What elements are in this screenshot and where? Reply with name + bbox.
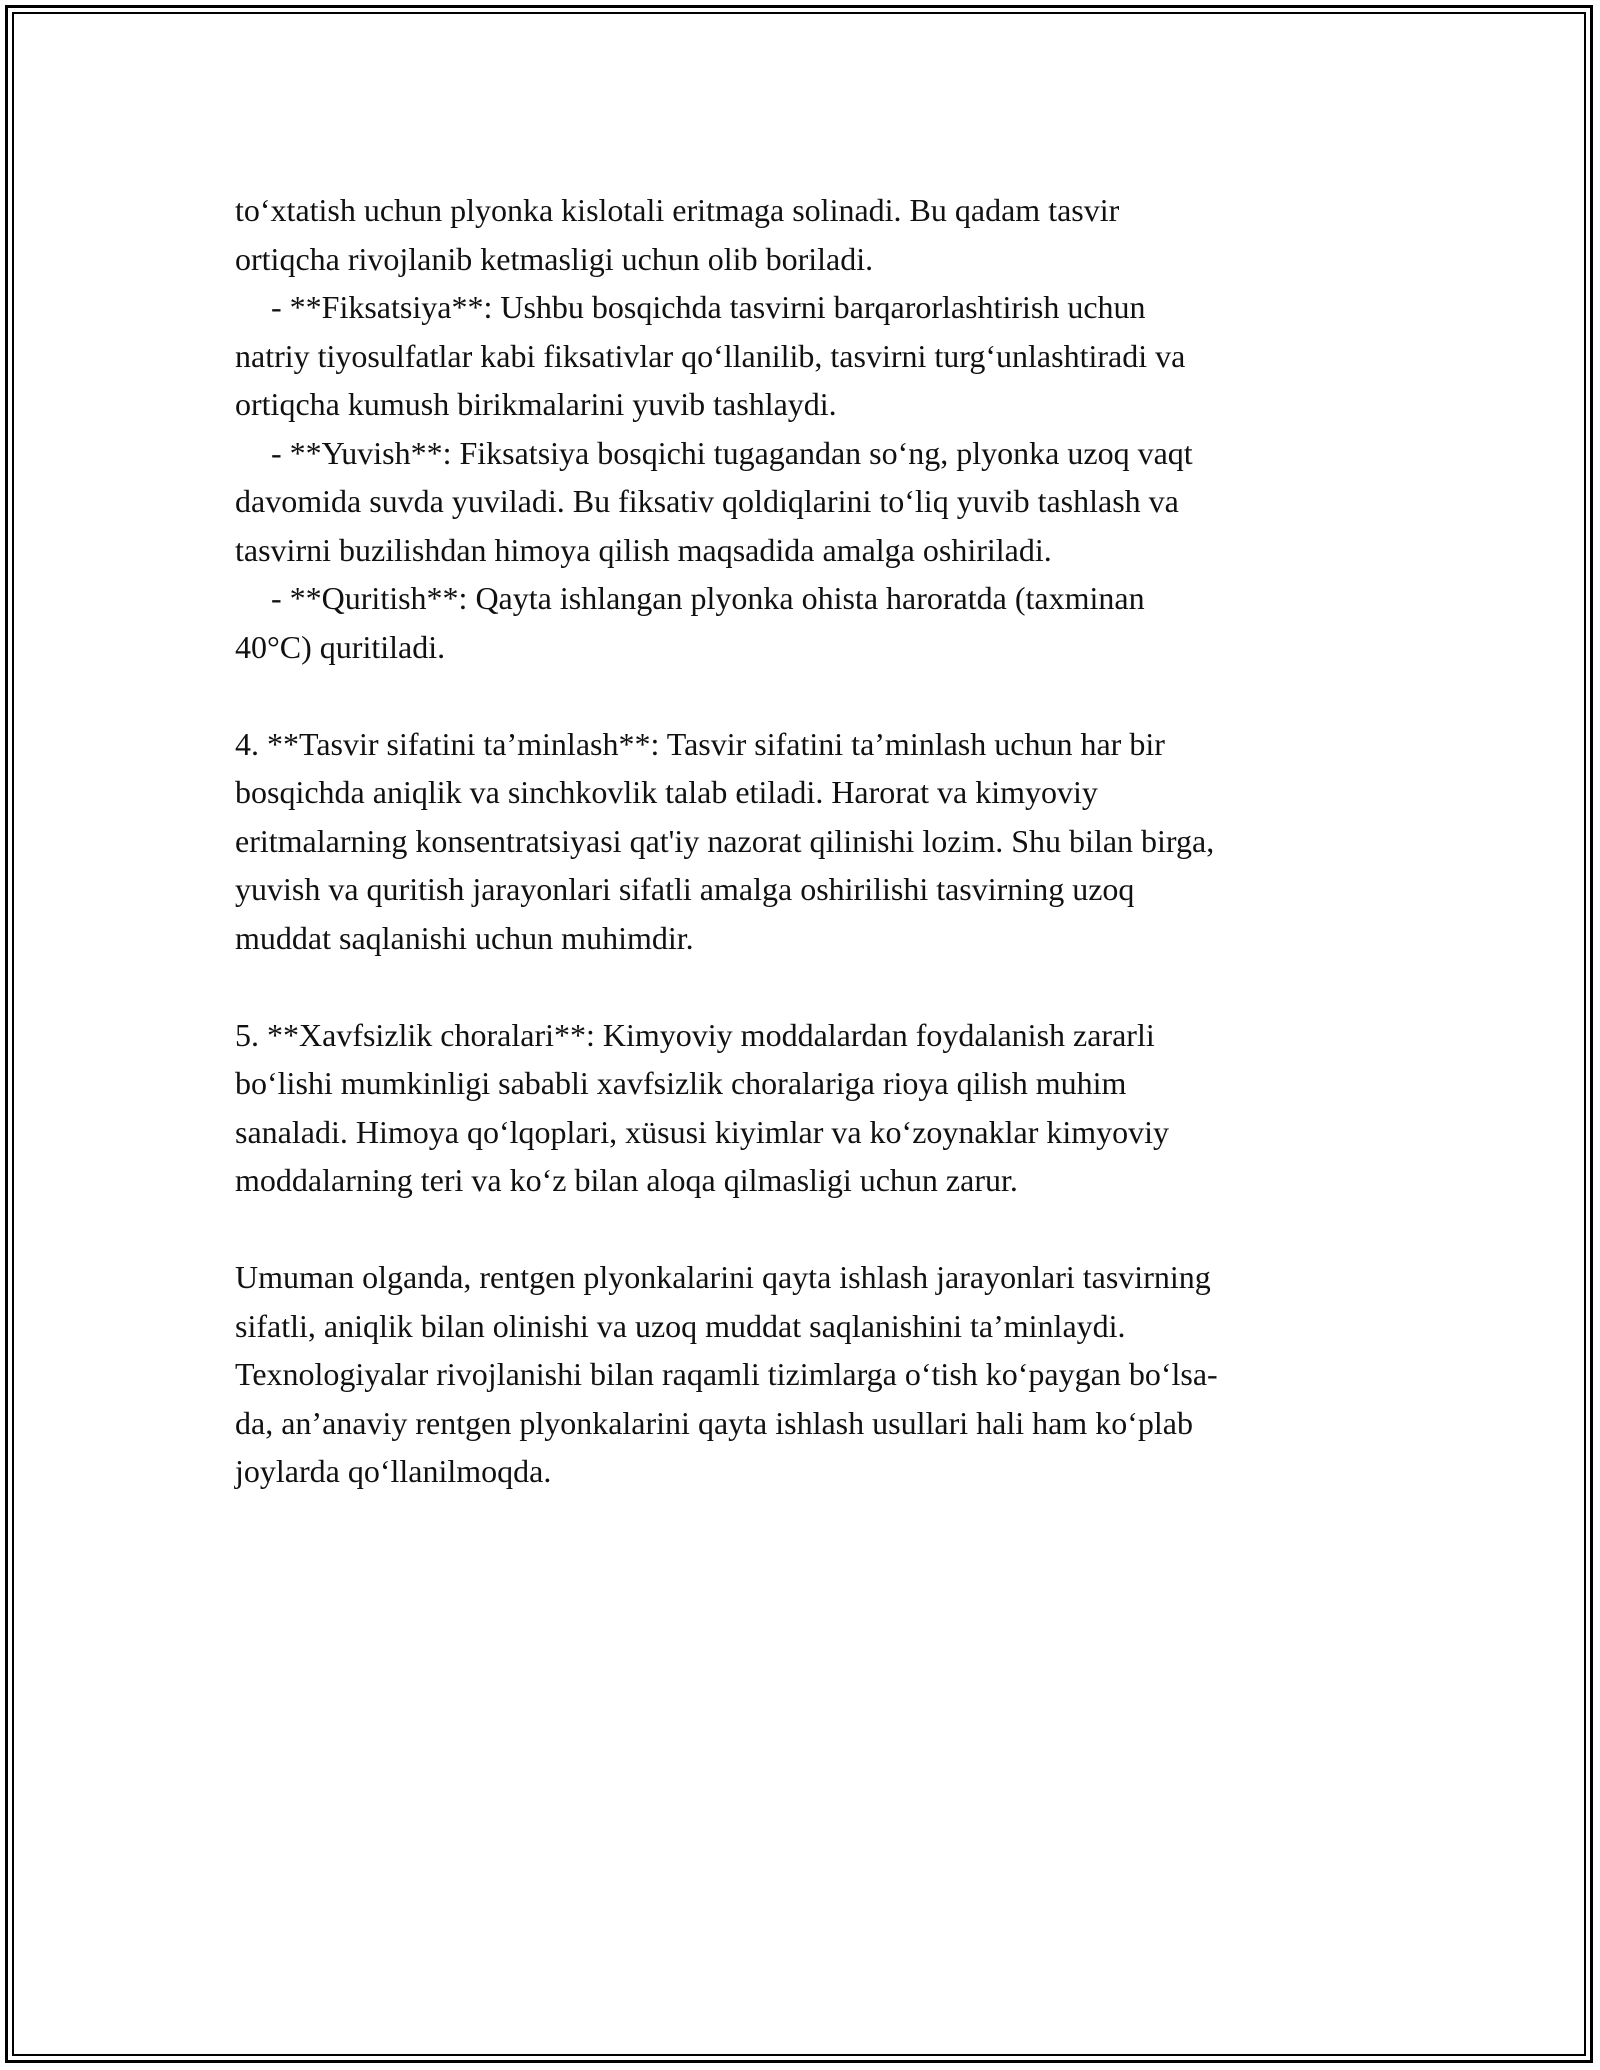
paragraph-yuvish xyxy=(235,429,1375,575)
text-line: joylarda qo‘llanilmoqda. xyxy=(235,1453,552,1489)
paragraph-continuation xyxy=(235,186,1375,283)
paragraph-tasvir-sifati xyxy=(235,720,1375,963)
text-line: 4. **Tasvir sifatini ta’minlash**: Tasvir sifatini ta’minlash uchun har bir xyxy=(235,725,1165,762)
text-line: Umuman olganda, rentgen plyonkalarini qayta ishlash jarayonlari tasvirning xyxy=(235,1259,1211,1295)
paragraph-conclusion xyxy=(235,1253,1375,1496)
text-line: ortiqcha rivojlanib ketmasligi uchun olib boriladi. xyxy=(235,240,874,277)
paragraph-spacer xyxy=(235,1205,1375,1254)
text-line: muddat saqlanishi uchun muhimdir. xyxy=(235,919,694,956)
text-line: yuvish va quritish jarayonlari sifatli amalga oshirilishi tasvirning uzoq xyxy=(235,871,1135,907)
paragraph-quritish xyxy=(235,574,1375,671)
text-line: 40°C) quritiladi. xyxy=(235,628,446,665)
paragraph-xavfsizlik xyxy=(235,1011,1375,1205)
text-line: 5. **Xavfsizlik choralari**: Kimyoviy moddalardan foydalanish zararli xyxy=(235,1016,1155,1053)
text-line: sanaladi. Himoya qo‘lqoplari, xüsusi kiyimlar va ko‘zoynaklar kimyoviy xyxy=(235,1113,1170,1150)
text-line: sifatli, aniqlik bilan olinishi va uzoq muddat saqlanishini ta’minlaydi. xyxy=(235,1307,1126,1344)
text-line: bo‘lishi mumkinligi sababli xavfsizlik choralariga rioya qilish muhim xyxy=(235,1065,1127,1101)
paragraph-spacer xyxy=(235,962,1375,1011)
text-line: Texnologiyalar rivojlanishi bilan raqamli tizimlarga o‘tish ko‘paygan bo‘lsa- xyxy=(235,1356,1218,1392)
text-line: moddalarning teri va ko‘z bilan aloqa qilmasligi uchun zarur. xyxy=(235,1162,1018,1198)
text-line: tasvirni buzilishdan himoya qilish maqsadida amalga oshiriladi. xyxy=(235,531,1052,568)
text-line: - **Quritish**: Qayta ishlangan plyonka ohista haroratda (taxminan xyxy=(271,580,1145,616)
text-line: ortiqcha kumush birikmalarini yuvib tashlaydi. xyxy=(235,386,837,422)
text-line: - **Fiksatsiya**: Ushbu bosqichda tasvirni barqarorlashtirish uchun xyxy=(271,289,1146,325)
paragraph-spacer xyxy=(235,671,1375,720)
text-line: to‘xtatish uchun plyonka kislotali eritmaga solinadi. Bu qadam tasvir xyxy=(235,192,1120,228)
text-line: bosqichda aniqlik va sinchkovlik talab etiladi. Harorat va kimyoviy xyxy=(235,774,1098,810)
text-line: - **Yuvish**: Fiksatsiya bosqichi tugagandan so‘ng, plyonka uzoq vaqt xyxy=(271,434,1193,471)
paragraph-fiksatsiya xyxy=(235,283,1375,429)
text-line: eritmalarning konsentratsiyasi qat'iy nazorat qilinishi lozim. Shu bilan birga, xyxy=(235,822,1215,859)
text-line: da, an’anaviy rentgen plyonkalarini qayta ishlash usullari hali ham ko‘plab xyxy=(235,1404,1193,1441)
text-line: natriy tiyosulfatlar kabi fiksativlar qo‘llanilib, tasvirni turg‘unlashtiradi va xyxy=(235,337,1186,374)
text-line: davomida suvda yuviladi. Bu fiksativ qoldiqlarini to‘liq yuvib tashlash va xyxy=(235,483,1179,519)
document-body xyxy=(235,186,1375,1496)
